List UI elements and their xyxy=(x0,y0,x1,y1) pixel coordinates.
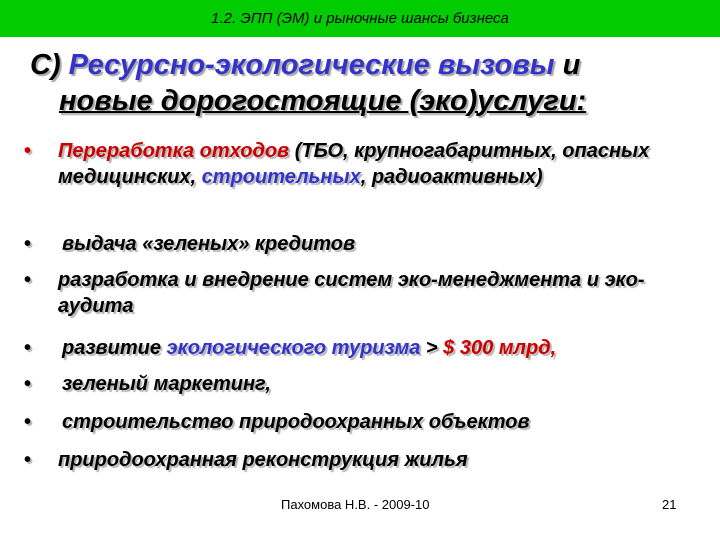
list-item xyxy=(24,335,704,361)
bullet-text: строительство природоохранных объектов xyxy=(62,411,530,433)
bullet-text: разработка и внедрение систем эко-менеджмента и эко-аудита xyxy=(58,269,645,317)
slide-title xyxy=(30,47,700,119)
list-item xyxy=(24,409,704,435)
list-item xyxy=(24,371,704,397)
bullet-dot-icon: • xyxy=(24,411,32,433)
bullet-text-part: развитие xyxy=(62,337,167,359)
bullet-dot-icon: • xyxy=(24,140,32,162)
bullet-highlight-red: Переработка отходов xyxy=(58,140,290,162)
list-item xyxy=(24,267,704,319)
title-part-2: и xyxy=(562,49,581,81)
header-text: 1.2. ЭПП (ЭМ) и рыночные шансы бизнеса xyxy=(211,10,509,27)
list-item xyxy=(24,138,704,190)
bullet-highlight-blue: экологического туризма xyxy=(166,337,421,359)
bullet-dot-icon: • xyxy=(24,337,32,359)
title-part-1: Ресурсно-экологические вызовы xyxy=(68,49,555,81)
bullet-text: выдача «зеленых» кредитов xyxy=(62,233,356,255)
bullet-dot-icon: • xyxy=(24,233,32,255)
bullet-dot-icon: • xyxy=(24,373,32,395)
title-prefix: С) xyxy=(30,49,61,81)
bullet-highlight-blue: строительных xyxy=(201,166,361,188)
bullet-text-part: (ТБО, крупногабаритных, опасных медицинских, xyxy=(58,140,650,188)
bullet-text: природоохранная реконструкция жилья xyxy=(58,449,468,471)
bullet-text-part: > xyxy=(420,337,444,359)
header-bar xyxy=(0,0,720,37)
bullet-highlight-red: $ 300 млрд, xyxy=(443,337,557,359)
list-item xyxy=(24,231,704,257)
bullet-text: зеленый маркетинг, xyxy=(62,373,271,395)
bullet-dot-icon: • xyxy=(24,449,32,471)
page-number: 21 xyxy=(662,497,677,512)
bullet-text xyxy=(24,335,704,361)
bullet-dot-icon: • xyxy=(24,269,32,291)
list-item xyxy=(24,447,704,473)
title-line-1 xyxy=(30,47,700,83)
footer-author: Пахомова Н.В. - 2009-10 xyxy=(281,497,430,512)
title-line-2: новые дорогостоящие (эко)услуги: xyxy=(59,85,587,117)
bullet-text xyxy=(24,138,704,190)
bullet-text-part: , радиоактивных) xyxy=(360,166,543,188)
